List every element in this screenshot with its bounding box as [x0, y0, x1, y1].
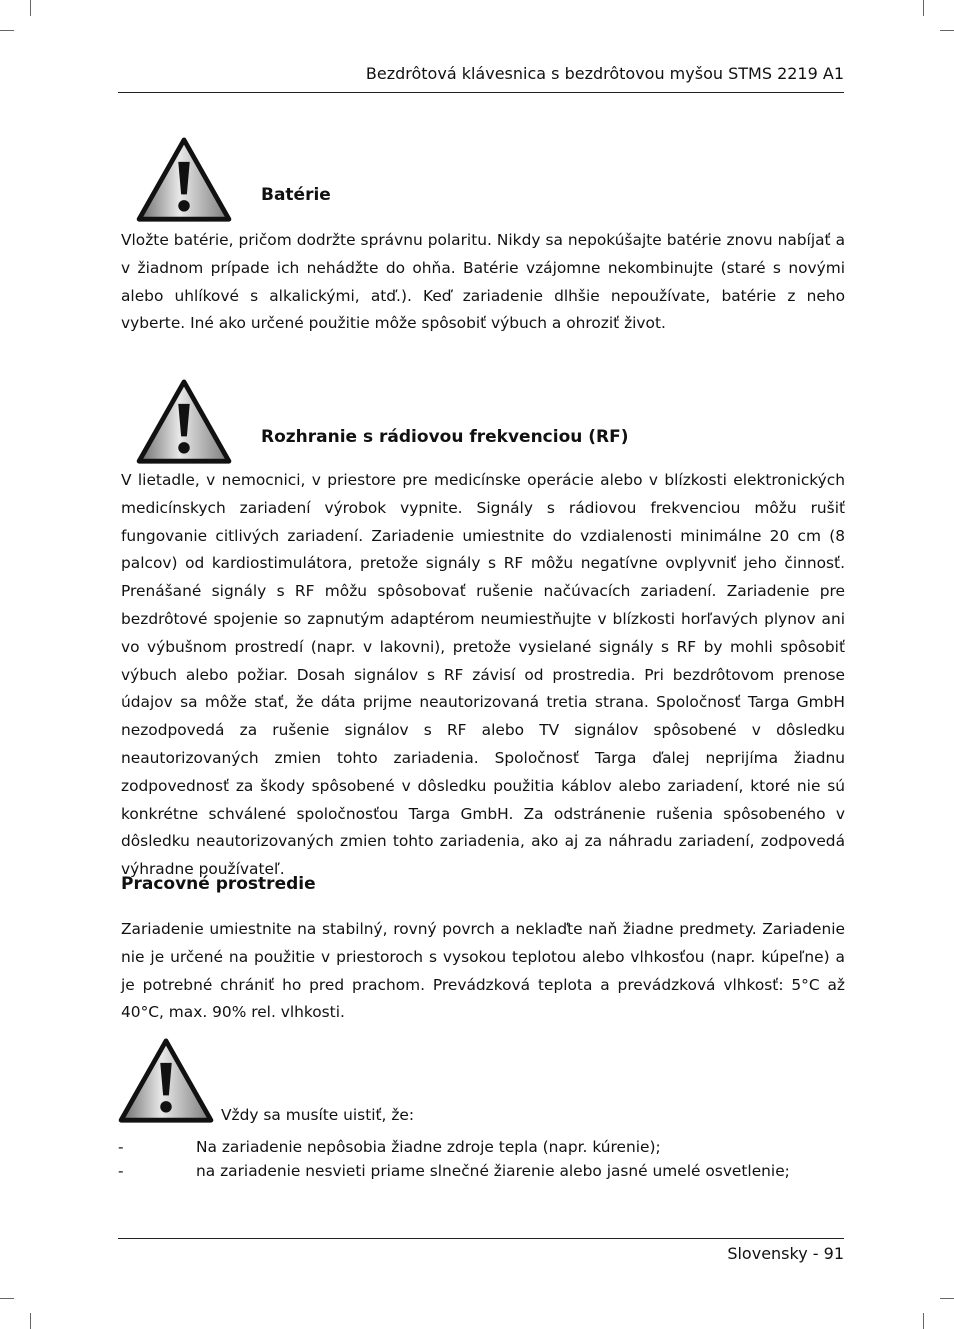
crop-mark: [940, 30, 954, 31]
crop-mark: [0, 1298, 14, 1299]
list-bullet: -: [118, 1162, 124, 1180]
page-header: [118, 62, 844, 93]
notice-lead: Vždy sa musíte uistiť, že:: [221, 1106, 415, 1124]
list-item-text: na zariadenie nesvieti priame slnečné žiarenie alebo jasné umelé osvetlenie;: [196, 1162, 790, 1180]
warning-triangle-icon: [136, 137, 232, 223]
crop-mark: [923, 1313, 924, 1329]
crop-mark: [30, 1313, 31, 1329]
section-text-environment: Zariadenie umiestnite na stabilný, rovný povrch a neklaďte naň žiadne predmety. Zariadenie nie je určené na použitie v priestoroch s vysokou teplotou alebo vlhkosťou (napr. kúpeľne) a je potrebné chrániť ho pred prachom. Prevádzková teplota a prevádzková vlhkosť: 5°C až 40°C, max. 90% rel. vlhkosti.: [121, 920, 845, 1022]
section-heading-rf: Rozhranie s rádiovou frekvenciou (RF): [261, 427, 629, 447]
section-heading-batteries: Batérie: [261, 185, 331, 205]
page-footer: [118, 1238, 844, 1263]
section-text-batteries: Vložte batérie, pričom dodržte správnu polaritu. Nikdy sa nepokúšajte batérie znovu nabíjať a v žiadnom prípade ich nehádžte do ohňa. Batérie vzájomne nekombinujte (staré s novými alebo uhlíkové s alkalickými, atď.). Keď zariadenie dlhšie nepoužívate, batérie z neho vyberte. Iné ako určené použitie môže spôsobiť výbuch a ohroziť život.: [121, 231, 845, 333]
crop-mark: [940, 1298, 954, 1299]
document-title: Bezdrôtová klávesnica s bezdrôtovou myšou STMS 2219 A1: [365, 64, 844, 83]
section-heading-environment: Pracovné prostredie: [121, 874, 316, 894]
footer-text: [727, 1244, 844, 1263]
crop-mark: [0, 30, 14, 31]
crop-mark: [30, 0, 31, 16]
list-bullet: -: [118, 1138, 124, 1156]
footer-separator: -: [812, 1244, 819, 1263]
footer-language: Slovensky: [727, 1244, 808, 1263]
crop-mark: [923, 0, 924, 16]
section-text-rf: V lietadle, v nemocnici, v priestore pre medicínske operácie alebo v blízkosti elektronických medicínskych zariadení výrobok vypnite. Signály s rádiovou frekvenciou môžu rušiť fungovanie citlivých zariadení. Zariadenie umiestnite do vzdialenosti minimálne 20 cm (8 palcov) od kardiostimulátora, pretože signály s RF môžu negatívne ovplyvniť jeho činnosť. Prenášané signály s RF môžu spôsobovať rušenie načúvacích zariadení. Zariadenie pre bezdrôtové spojenie so zapnutým adaptérom neumiestňujte v blízkosti horľavých plynov ani vo výbušnom prostredí (napr. v lakovni), pretože vysielané signály s RF by mohli spôsobiť výbuch alebo požiar. Dosah signálov s RF závisí od prostredia. Pri bezdrôtovom prenose údajov sa môže stať, že dáta prijme neautorizovaná tretia strana. Spoločnosť Targa GmbH nezodpovedá za rušenie signálov s RF alebo TV signálov spôsobené v dôsledku neautorizovaných zmien tohto zariadenia. Spoločnosť Targa ďalej neprijíma žiadnu zodpovednosť za škody spôsobené v dôsledku použitia káblov alebo zariadení, ktoré nie sú konkrétne schválené spoločnosťou Targa GmbH. Za odstránenie rušenia spôsobeného v dôsledku neautorizovaných zmien tohto zariadenia, ako aj za náhradu zariadení, zodpovedá výhradne používateľ.: [121, 471, 845, 879]
list-item-text: Na zariadenie nepôsobia žiadne zdroje tepla (napr. kúrenie);: [196, 1138, 661, 1156]
page-number: 91: [823, 1244, 844, 1263]
warning-triangle-icon: [136, 379, 232, 465]
warning-triangle-icon: [118, 1038, 214, 1124]
